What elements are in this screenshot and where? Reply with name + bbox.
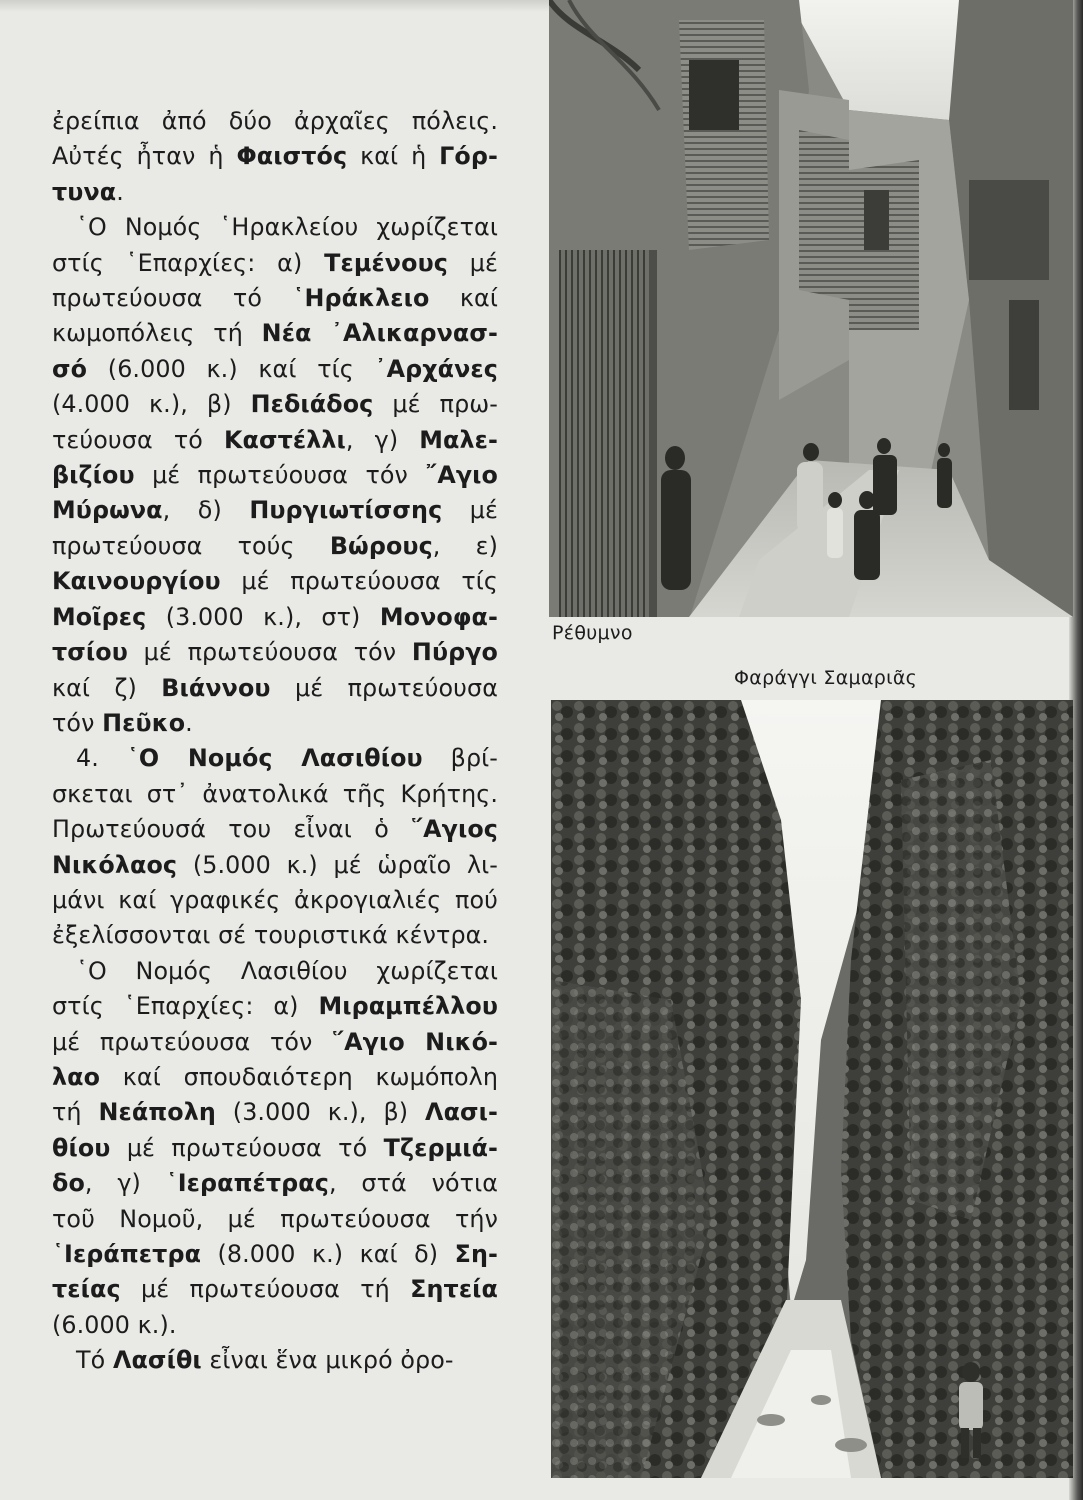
text-run: καί σπουδαιότερη κωμόπολη [100, 1062, 498, 1091]
text-run: ῾Ο Νομός ῾Ηρακλείου χωρίζεται [76, 213, 498, 242]
paragraph [52, 1343, 498, 1378]
text-run: τοῦ Νομοῦ, μέ πρωτεύουσα τήν [52, 1204, 498, 1233]
bold-term: Σητεία [410, 1275, 498, 1304]
text-line [52, 600, 498, 635]
bold-term: Μονοφα- [379, 602, 498, 631]
text-run: (6.000 κ.) καί τίς [87, 354, 375, 383]
text-run: πρωτεύουσα τό [52, 284, 293, 313]
bold-term: Βιάννου [161, 673, 271, 702]
bold-term: δο [52, 1169, 85, 1198]
bold-term: ῾Ιεράπετρα [52, 1240, 202, 1268]
bold-term: Πεδιάδος [250, 390, 374, 419]
text-run: Τό [76, 1346, 113, 1375]
bold-term: τυνα [52, 177, 117, 206]
text-run: τεύουσα τό [52, 425, 224, 454]
text-run: καί ἡ [347, 142, 440, 171]
text-line [52, 918, 498, 953]
text-run: , γ) [345, 425, 420, 454]
rethymno-caption: Ρέθυμνο [552, 622, 633, 644]
text-run: . [116, 177, 124, 206]
text-run: ἐξελίσσονται σέ τουριστικά κέντρα. [52, 921, 490, 950]
text-run: μέ πρωτεύουσα τόν [134, 461, 426, 490]
text-run: μέ πρωτεύουσα τό [110, 1133, 384, 1162]
text-run: εἶναι ἕνα μικρό ὀρο- [201, 1346, 454, 1375]
bold-term: Καινουργίου [52, 567, 221, 596]
text-run: Αὐτές ἦταν ἡ [52, 142, 237, 171]
bold-term: Νέα ᾿Αλικαρνασ- [261, 319, 498, 348]
bold-term: ῾Ιεραπέτρας [165, 1169, 329, 1198]
text-run: καί ζ) [52, 673, 162, 702]
paragraph [52, 210, 498, 741]
text-run: στίς ῾Επαρχίες: α) [52, 248, 325, 277]
text-line [52, 352, 498, 387]
bold-term: θίου [52, 1133, 111, 1162]
text-run: μέ πρωτεύουσα τόν [127, 638, 412, 667]
text-line [52, 529, 498, 564]
text-line [52, 1095, 498, 1130]
text-line [52, 1060, 498, 1095]
bold-term: Νεάπολη [98, 1098, 216, 1127]
text-run: , στά νότια [328, 1169, 499, 1198]
text-run: , γ) [84, 1169, 166, 1198]
text-run: Πρωτεύουσά του εἶναι ὁ [52, 815, 412, 844]
rethymno-street-photo [549, 0, 1073, 617]
bold-term: Τεμένους [324, 248, 448, 277]
text-run: , δ) [162, 496, 250, 525]
text-run: (6.000 κ.). [52, 1310, 177, 1339]
text-line [52, 671, 498, 706]
bold-term: ᾿Αρχάνες [374, 354, 498, 383]
bold-term: Μαλε- [419, 425, 498, 454]
text-run: στίς ῾Επαρχίες: α) [52, 992, 319, 1021]
text-line [52, 1025, 498, 1060]
text-line [52, 812, 498, 847]
text-line [52, 387, 498, 422]
bold-term: Λασίθι [112, 1346, 202, 1375]
text-run: ἐρείπια ἀπό δύο ἀρχαῖες πόλεις. [52, 107, 498, 135]
text-line [52, 741, 498, 776]
bold-term: Καστέλλι [223, 425, 346, 454]
bold-term: Πεῦκο [102, 708, 186, 737]
text-run: (8.000 κ.) καί δ) [201, 1240, 455, 1268]
text-run: τόν [52, 708, 103, 737]
body-text-column [52, 104, 498, 1379]
text-line [52, 210, 498, 245]
bold-term: ῾Ηράκλειο [292, 284, 430, 313]
bold-term: ῞Αγιος [411, 815, 498, 844]
text-run: (4.000 κ.), β) [52, 390, 251, 419]
text-line [52, 706, 498, 741]
text-line [52, 777, 498, 812]
text-run: πρωτεύουσα τούς [52, 531, 330, 560]
bold-term: Βώρους [329, 531, 433, 560]
text-run: κωμοπόλεις τή [52, 319, 262, 348]
bold-term: Μύρωνα [52, 496, 163, 525]
bold-term: βιζίου [52, 461, 135, 490]
bold-term: Φαιστός [236, 142, 348, 171]
text-line [52, 1202, 498, 1237]
text-run: μέ πρωτεύουσα τίς [220, 567, 498, 596]
text-line [52, 564, 498, 599]
bold-term: Τζερμιά- [383, 1133, 498, 1162]
text-line [52, 281, 498, 316]
text-line [52, 104, 498, 139]
text-run: (5.000 κ.) μέ ὡραῖο λι- [177, 850, 498, 879]
text-line [52, 458, 498, 493]
text-run: , ε) [432, 531, 498, 560]
bold-term: ῎Αγιο [425, 461, 498, 490]
text-run: μέ [447, 248, 498, 277]
text-line [52, 316, 498, 351]
text-run: μέ πρωτεύουσα τόν [52, 1027, 333, 1056]
paragraph [52, 954, 498, 1343]
bold-term: Πύργο [411, 638, 498, 667]
text-line [52, 1272, 498, 1307]
text-line [52, 139, 498, 174]
text-run: καί [429, 284, 498, 313]
text-line [52, 635, 498, 670]
text-line [52, 1308, 498, 1343]
text-run: μέ πρωτεύουσα τή [120, 1275, 411, 1304]
bold-term: Ση- [454, 1240, 498, 1268]
text-line [52, 883, 498, 918]
bold-term: λαο [52, 1062, 101, 1091]
text-run: (3.000 κ.), β) [215, 1098, 426, 1127]
text-run: σκεται στ᾿ ἀνατολικά τῆς Κρήτης. [52, 779, 498, 808]
text-run: μέ πρωτεύουσα [270, 673, 499, 702]
text-line [52, 1343, 498, 1378]
bold-term: τσίου [52, 638, 128, 667]
bold-term: τείας [52, 1275, 121, 1304]
samaria-gorge-photo [551, 700, 1073, 1478]
text-run: μέ [442, 496, 498, 525]
text-run: 4. [76, 744, 127, 773]
text-run: ῾Ο Νομός Λασιθίου χωρίζεται [76, 956, 498, 985]
bold-term: Πυργιωτίσσης [249, 496, 443, 525]
samaria-gorge-caption: Φαράγγι Σαμαριᾶς [734, 667, 918, 689]
bold-term: σό [52, 354, 88, 383]
text-line [52, 848, 498, 883]
bold-term: Γόρ- [439, 142, 498, 171]
text-run: βρί- [422, 744, 498, 773]
text-line [52, 423, 498, 458]
text-line [52, 954, 498, 989]
text-run: μάνι καί γραφικές ἀκρογιαλιές πού [52, 885, 498, 914]
text-line [52, 175, 498, 210]
text-line [52, 989, 498, 1024]
text-line [52, 1237, 498, 1272]
text-run: . [185, 708, 193, 737]
bold-term: ῾Ο Νομός Λασιθίου [126, 744, 423, 773]
text-line [52, 493, 498, 528]
text-run: μέ πρω- [373, 390, 498, 419]
text-line [52, 1131, 498, 1166]
paragraph [52, 104, 498, 210]
bold-term: Νικόλαος [52, 850, 178, 879]
text-line [52, 246, 498, 281]
text-run: (3.000 κ.), στ) [146, 602, 380, 631]
bold-term: Λασι- [425, 1098, 498, 1127]
paragraph [52, 741, 498, 953]
bold-term: ῞Αγιο Νικό- [332, 1027, 499, 1056]
bold-term: Μοῖρες [52, 602, 147, 631]
bold-term: Μιραμπέλλου [318, 992, 498, 1021]
text-line [52, 1166, 498, 1201]
text-run: τή [52, 1098, 99, 1127]
